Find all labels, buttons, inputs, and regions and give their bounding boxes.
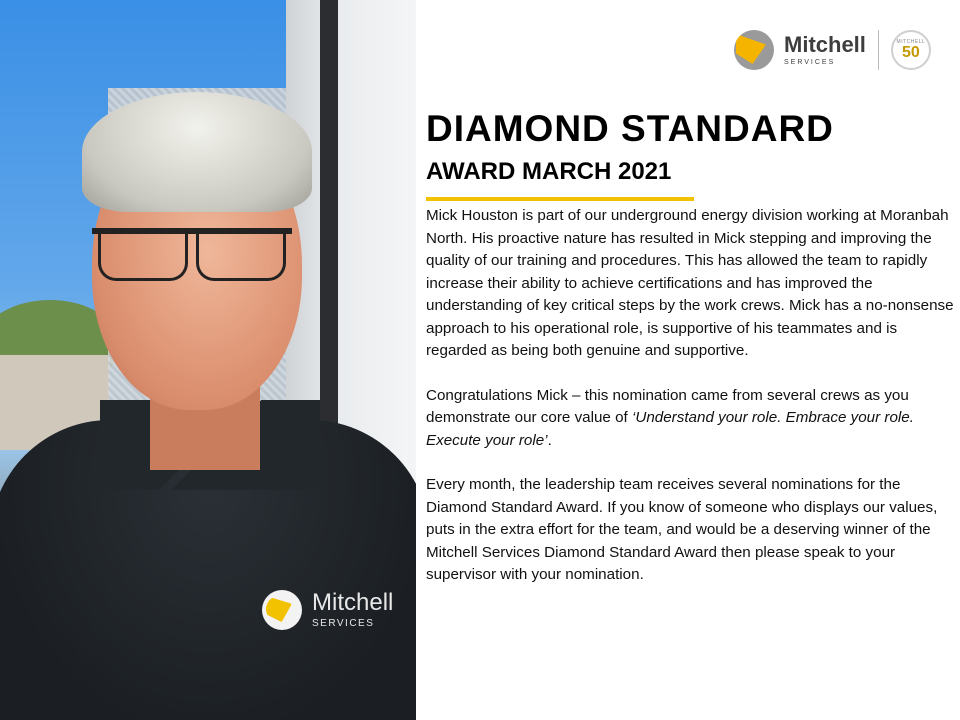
shirt-logo-sub: SERVICES [312, 618, 375, 629]
paragraph-2-end: . [547, 431, 552, 449]
badge-number: 50 [902, 43, 920, 61]
paragraph-3: Every month, the leadership team receives several nominations for the Diamond Standard Award. If you know of someone who displays our values, puts in the extra effort for the team, and would be a deserving winner of the Mitchell Services Diamond Standard Award then please speak to your supervisor with your nomination. [426, 476, 938, 583]
logo-sub: SERVICES [784, 59, 836, 66]
shirt-logo [262, 590, 393, 630]
mitchell-logo-icon [734, 30, 774, 70]
core-value-quote: ‘Understand your role. Embrace your role. Execute your role’ [426, 409, 914, 449]
page-title: DIAMOND STANDARD [426, 108, 834, 149]
logo-name: Mitchell [784, 32, 866, 57]
background-doorframe [320, 0, 338, 430]
paragraph-1: Mick Houston is part of our underground energy division working at Moranbah North. His proactive nature has resulted in Mick stepping and improving the quality of our training and procedures. This has allowed the team to rapidly increase their ability to achieve certifications and has improved the understanding of key critical steps by the work crews. Mick has a no-nonsense approach to his operational role, is supportive of his teammates and is regarded as being both genuine and supportive. [426, 207, 954, 359]
paragraph-2 [426, 385, 956, 453]
hair [82, 92, 312, 212]
badge-top-text: MITCHELL [896, 38, 926, 45]
anniversary-badge [891, 30, 931, 70]
logo-divider [878, 30, 879, 70]
paragraph-2-intro: Congratulations Mick – this nomination came from several crews as you demonstrate our core value of [426, 386, 909, 426]
company-logo [734, 30, 931, 70]
glasses [92, 228, 292, 288]
mitchell-logo-icon [262, 590, 302, 630]
award-description [426, 205, 956, 609]
portrait-photo [0, 0, 416, 720]
page-subtitle: AWARD MARCH 2021 [426, 158, 672, 185]
shirt-logo-name: Mitchell [312, 589, 394, 616]
accent-underline [426, 197, 694, 201]
